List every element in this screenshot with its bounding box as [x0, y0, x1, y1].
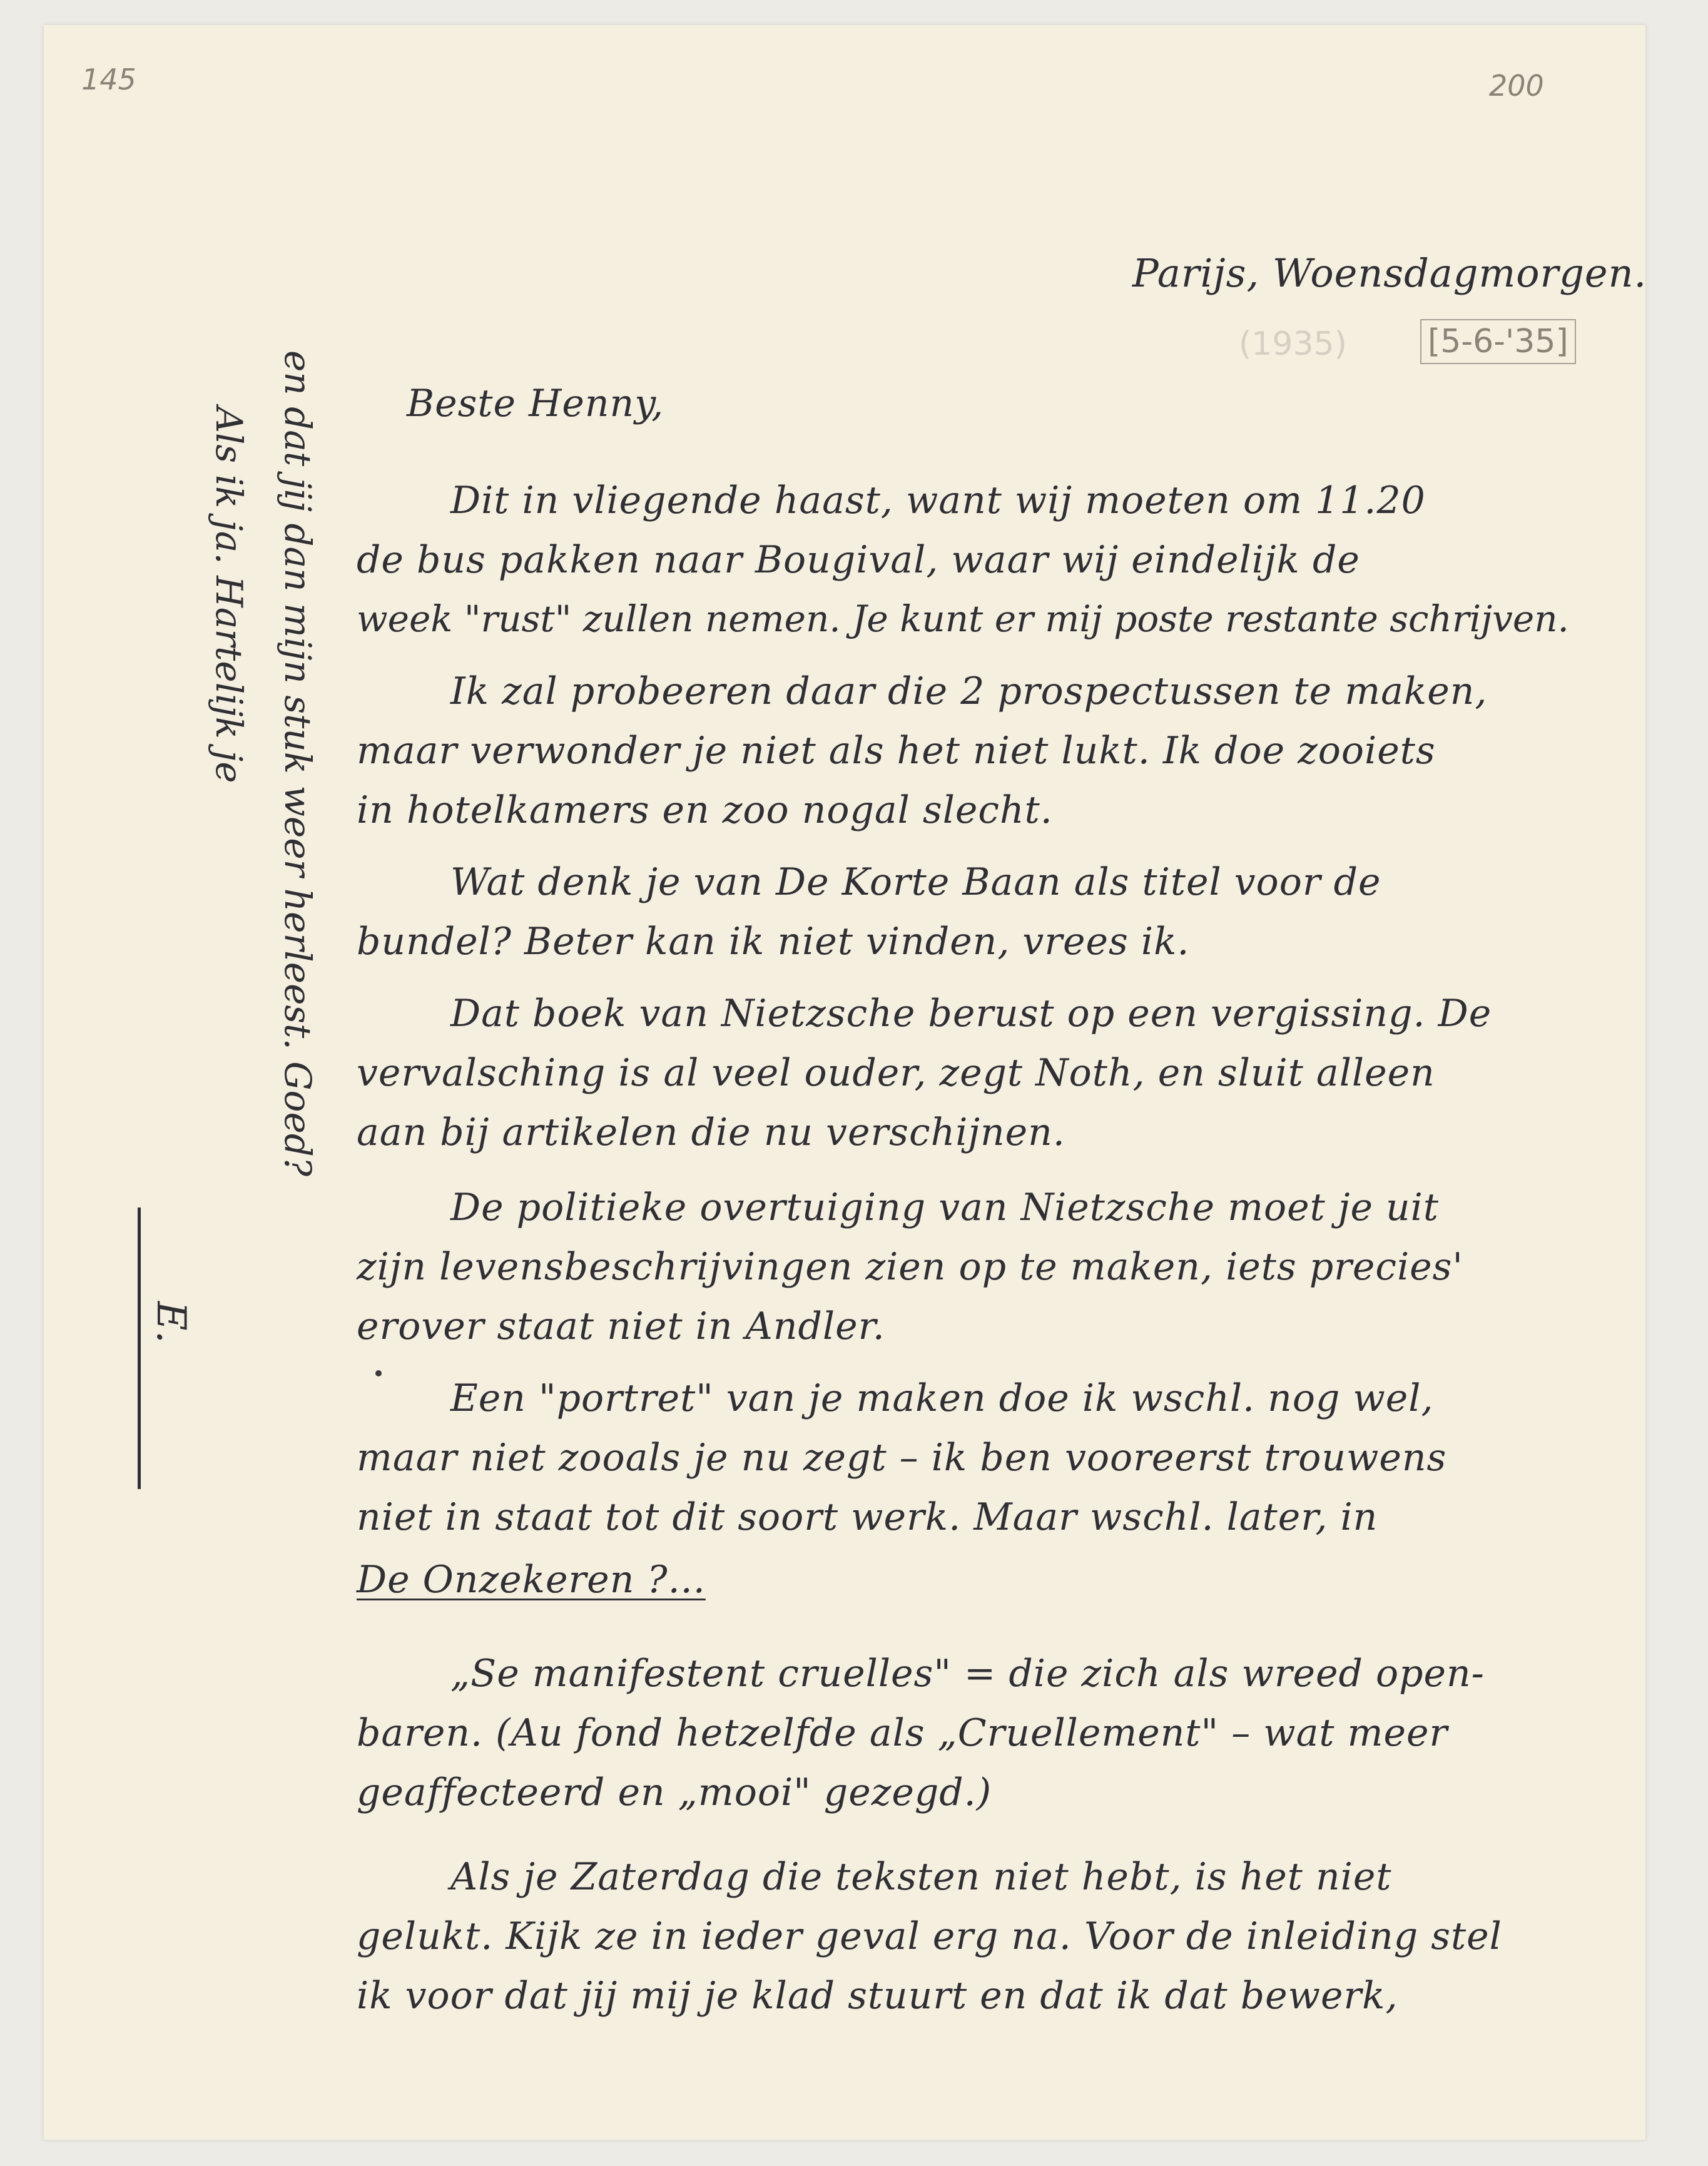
salutation: Beste Henny, [407, 382, 664, 425]
letter-line: niet in staat tot dit soort werk. Maar wschl. later, in [357, 1495, 1378, 1539]
letter-line: bundel? Beter kan ik niet vinden, vrees ik. [357, 920, 1190, 964]
archive-page-number: 145 [81, 63, 136, 96]
margin-note-line-1: en dat jij dan mijn stuk weer herleest. Goed? [277, 350, 319, 1177]
letter-line: zijn levensbeschrijvingen zien op te maken, iets precies' [357, 1245, 1463, 1289]
place-date: Parijs, Woensdagmorgen. [1132, 250, 1647, 296]
letter-line: Dat boek van Nietzsche berust op een vergissing. De [450, 992, 1492, 1035]
margin-rule [138, 1208, 141, 1489]
letter-line: „Se manifestent cruelles" = die zich als wreed open- [450, 1652, 1485, 1696]
ink-dot [375, 1370, 382, 1376]
letter-line: De politieke overtuiging van Nietzsche moet je uit [450, 1186, 1439, 1229]
letter-line: Een "portret" van je maken doe ik wschl. nog wel, [450, 1376, 1434, 1420]
margin-note-initial: E. [148, 1301, 194, 1344]
margin-note-line-2: Als ik ja. Hartelijk je [208, 407, 250, 783]
letter-line: baren. (Au fond hetzelfde als „Cruellement" – wat meer [357, 1711, 1448, 1755]
letter-line: aan bij artikelen die nu verschijnen. [357, 1111, 1065, 1154]
letter-line: vervalsching is al veel ouder, zegt Noth, en sluit alleen [357, 1051, 1435, 1095]
letter-line: erover staat niet in Andler. [357, 1304, 885, 1348]
letter-line: ik voor dat jij mij je klad stuurt en dat ik dat bewerk, [357, 1974, 1398, 2018]
letter-line: Wat denk je van De Korte Baan als titel voor de [450, 860, 1381, 904]
letter-line: Ik zal probeeren daar die 2 prospectussen te maken, [450, 669, 1488, 713]
letter-line: de bus pakken naar Bougival, waar wij eindelijk de [357, 538, 1360, 582]
letter-line: week "rust" zullen nemen. Je kunt er mij poste restante schrijven. [357, 597, 1569, 640]
letter-line: in hotelkamers en zoo nogal slecht. [357, 788, 1053, 832]
letter-line: maar niet zooals je nu zegt – ik ben vooreerst trouwens [357, 1436, 1447, 1480]
letter-line: Als je Zaterdag die teksten niet hebt, is het niet [450, 1855, 1392, 1899]
letter-line: geaffecteerd en „mooi" gezegd.) [357, 1771, 992, 1814]
faint-date-ref: (1935) [1239, 325, 1347, 363]
letter-line: gelukt. Kijk ze in ieder geval erg na. Voor de inleiding stel [357, 1914, 1502, 1958]
archive-item-number: 200 [1489, 69, 1544, 103]
letter-line: maar verwonder je niet als het niet lukt. Ik doe zooiets [357, 729, 1436, 773]
date-reference: [5-6-'35] [1420, 319, 1576, 364]
letter-line: De Onzekeren ?... [357, 1558, 706, 1602]
letter-line: Dit in vliegende haast, want wij moeten om 11.20 [450, 479, 1426, 522]
letter-page [44, 25, 1645, 2140]
